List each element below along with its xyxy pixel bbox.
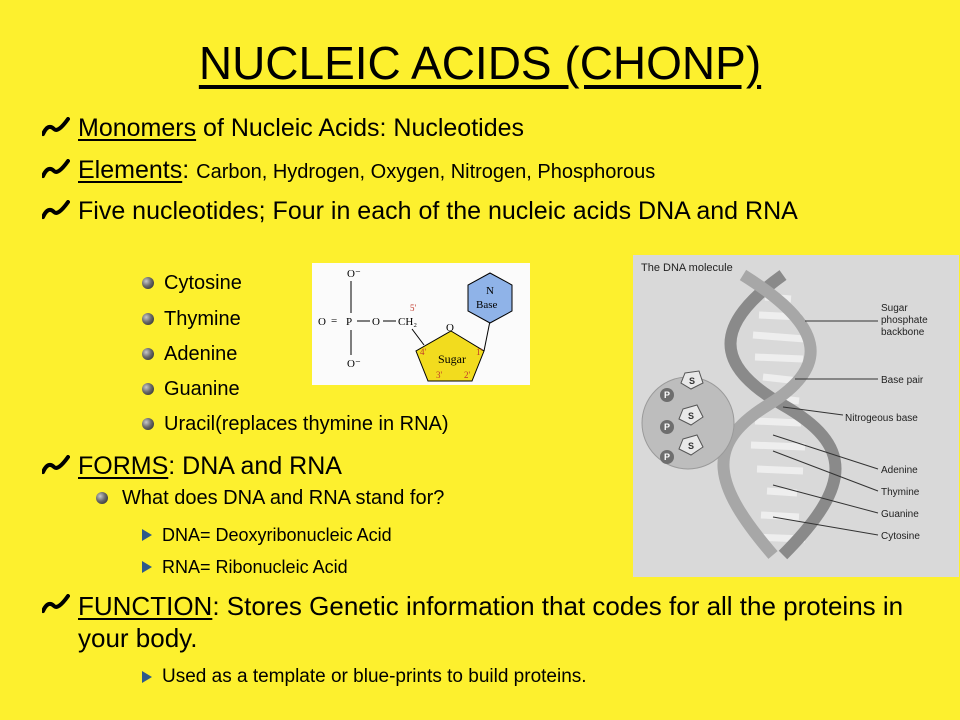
phosphate-oxygen-bottom: O⁻ xyxy=(347,358,361,370)
inset-phosphate: P xyxy=(664,452,671,462)
base-item: Adenine xyxy=(142,342,237,366)
sphere-bullet-icon xyxy=(142,277,154,289)
carbon-3-label: 3' xyxy=(436,370,443,380)
label-sugar: Sugar xyxy=(881,303,908,314)
swoosh-bullet-icon xyxy=(42,594,70,614)
base-item: Cytosine xyxy=(142,271,242,295)
sphere-bullet-icon xyxy=(142,383,154,395)
double-bond: = xyxy=(331,315,338,327)
label-guanine: Guanine xyxy=(881,509,919,520)
base-label: Base xyxy=(476,299,498,311)
forms-question: What does DNA and RNA stand for? xyxy=(96,486,444,510)
sugar-label: Sugar xyxy=(438,352,466,366)
term-forms: FORMS xyxy=(78,452,169,480)
carbon-2-label: 2' xyxy=(464,370,471,380)
slide-title: NUCLEIC ACIDS (CHONP) xyxy=(198,37,762,89)
bullet-function: FUNCTION: Stores Genetic information that codes for all the proteins in your body. xyxy=(48,590,908,654)
label-backbone: backbone xyxy=(881,327,925,338)
inset-phosphate: P xyxy=(664,390,671,400)
inset-sugar: S xyxy=(689,376,696,386)
swoosh-bullet-icon xyxy=(42,455,70,475)
swoosh-bullet-icon xyxy=(42,200,70,220)
dna-molecule-figure xyxy=(633,255,959,577)
phosphate-oxygen-top: O⁻ xyxy=(347,268,361,280)
label-phosphate: phosphate xyxy=(881,315,928,326)
function-sub: Used as a template or blue-prints to build proteins. xyxy=(142,666,587,688)
sphere-bullet-icon xyxy=(142,348,154,360)
sphere-bullet-icon xyxy=(142,418,154,430)
bullet-forms: FORMS: DNA and RNA xyxy=(48,451,908,481)
bullet-five-nucleotides: Five nucleotides; Four in each of the nucleic acids DNA and RNA xyxy=(48,196,908,226)
ch2-group: CH₂ xyxy=(398,316,418,328)
phosphorus: P xyxy=(346,316,353,328)
inset-phosphate: P xyxy=(664,422,671,432)
nucleotide-diagram xyxy=(312,263,530,385)
sphere-bullet-icon xyxy=(96,492,108,504)
swoosh-bullet-icon xyxy=(42,117,70,137)
inset-sugar: S xyxy=(688,411,695,421)
base-item: Thymine xyxy=(142,307,241,331)
ester-oxygen: O xyxy=(372,316,380,328)
label-adenine: Adenine xyxy=(881,465,918,476)
triangle-bullet-icon xyxy=(142,561,152,573)
term-elements: Elements xyxy=(78,156,183,184)
sphere-bullet-icon xyxy=(142,313,154,325)
phosphate-oxygen-double: O xyxy=(318,316,326,328)
base-item: Uracil(replaces thymine in RNA) xyxy=(142,412,449,436)
inset-sugar: S xyxy=(688,441,695,451)
carbon-4-label: 4' xyxy=(420,347,427,357)
dna-figure-title: The DNA molecule xyxy=(641,262,733,274)
base-item: Guanine xyxy=(142,377,240,401)
label-thymine: Thymine xyxy=(881,487,920,498)
forms-answer-rna: RNA= Ribonucleic Acid xyxy=(142,556,348,578)
forms-answer-dna: DNA= Deoxyribonucleic Acid xyxy=(142,524,392,546)
swoosh-bullet-icon xyxy=(42,159,70,179)
base-n-label: N xyxy=(486,285,494,297)
carbon-1-label: 1' xyxy=(476,347,483,357)
triangle-bullet-icon xyxy=(142,529,152,541)
term-monomers: Monomers xyxy=(78,114,197,142)
ring-oxygen: O xyxy=(446,322,454,334)
bullet-elements: Elements: Carbon, Hydrogen, Oxygen, Nitrogen, Phosphorous xyxy=(48,155,908,187)
label-base-pair: Base pair xyxy=(881,375,924,386)
label-nitrogeous-base: Nitrogeous base xyxy=(845,413,918,424)
triangle-bullet-icon xyxy=(142,671,152,683)
elements-list: Carbon, Hydrogen, Oxygen, Nitrogen, Phosphorous xyxy=(196,161,656,183)
bullet-monomers: Monomers of Nucleic Acids: Nucleotides xyxy=(48,113,908,143)
term-function: FUNCTION xyxy=(78,591,213,621)
carbon-5-label: 5' xyxy=(410,303,417,313)
label-cytosine: Cytosine xyxy=(881,531,920,542)
